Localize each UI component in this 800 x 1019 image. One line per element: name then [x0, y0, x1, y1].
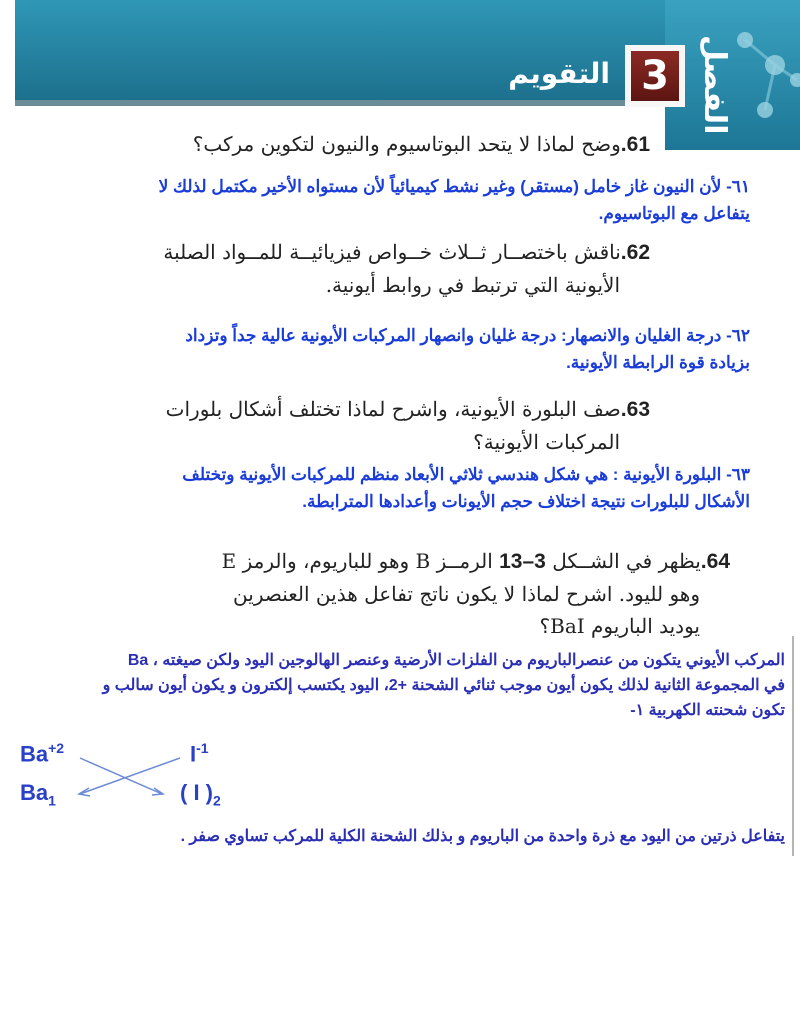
answer-64 [15, 648, 785, 723]
answer-line: الأشكال للبلورات نتيجة اختلاف حجم الأيونات وأعدادها المترابطة. [302, 492, 750, 511]
chem-symbol: Ba [20, 741, 49, 767]
answer-line: تكون شحنته الكهربية ١- [630, 702, 785, 719]
header-shadow [15, 100, 665, 106]
chapter-number: 3 [631, 51, 679, 101]
answer-line: المركب الأيوني يتكون من عنصرالباريوم من الفلزات الأرضية وعنصر الهالوجين اليود ولكن صيغته ، Ba [127, 652, 785, 669]
answer-line: ٦١- لأن النيون غاز خامل (مستقر) وغير نشط كيميائياً لأن مستواه الأخير مكتمل لذلك لا [158, 177, 750, 196]
answer-61 [60, 173, 750, 227]
barium-count [20, 780, 56, 808]
chem-symbol: Ba [20, 780, 49, 805]
question-text: وضح لماذا لا يتحد البوتاسيوم والنيون لتكوين مركب؟ [192, 132, 621, 156]
arrow-i-to-ba [80, 758, 180, 794]
question-text: المركبات الأيونية؟ [473, 430, 620, 454]
question-number: 63. [620, 398, 650, 421]
molecule-decoration-icon [735, 20, 800, 140]
question-text: يظهر في الشــكل [552, 549, 701, 573]
answer-box-border [792, 636, 794, 856]
question-text: يوديد الباريوم BaI؟ [539, 614, 700, 638]
question-text: صف البلورة الأيونية، واشرح لماذا تختلف أشكال بلورات [165, 397, 621, 421]
question-text: الأيونية التي ترتبط في روابط أيونية. [325, 273, 620, 297]
question-text: ناقش باختصــار ثــلاث خــواص فيزيائيــة للمــواد الصلبة [163, 240, 621, 264]
answer-62 [60, 322, 750, 376]
question-63 [50, 393, 650, 458]
question-number: 64. [700, 550, 730, 573]
answer-line: بزيادة قوة الرابطة الأيونية. [566, 353, 750, 372]
figure-reference: 3–13 [499, 550, 546, 573]
answer-line: ٦٢- درجة الغليان والانصهار: درجة غليان وانصهار المركبات الأيونية عالية جداً وتزداد [185, 326, 750, 345]
barium-ion [20, 740, 64, 767]
question-number: 61. [620, 133, 650, 156]
question-61 [50, 128, 650, 161]
chem-subscript: 2 [213, 792, 221, 809]
chem-symbol: ( I ) [180, 780, 213, 805]
question-64 [50, 545, 730, 642]
answer-63 [60, 461, 750, 515]
question-text: وهو لليود. اشرح لماذا لا يكون ناتج تفاعل هذين العنصرين [233, 582, 700, 606]
question-text: الرمــز B وهو للباريوم، والرمز E [221, 549, 493, 573]
cross-arrows [70, 752, 190, 802]
question-number: 62. [620, 241, 650, 264]
chem-subscript: 1 [48, 792, 56, 809]
section-title: التقويم [508, 57, 610, 90]
chem-symbol: I [190, 741, 197, 767]
chem-charge: +2 [48, 740, 65, 756]
answer-line: في المجموعة الثانية لذلك يكون أيون موجب ثنائي الشحنة +2، اليود يكتسب إلكترون و يكون أيون سالب و [102, 677, 785, 694]
chapter-label: الفصل [697, 35, 732, 135]
answer-64-conclusion: يتفاعل ذرتين من اليود مع ذرة واحدة من الباريوم و بذلك الشحنة الكلية للمركب تساوي صفر . [180, 828, 785, 845]
iodide-ion [190, 740, 209, 767]
question-62 [50, 236, 650, 301]
chem-charge: -1 [196, 740, 209, 756]
arrow-ba-to-i [80, 758, 162, 794]
answer-line: ٦٣- البلورة الأيونية : هي شكل هندسي ثلاثي الأبعاد منظم للمركبات الأيونية وتختلف [182, 465, 750, 484]
answer-line: يتفاعل مع البوتاسيوم. [598, 204, 750, 223]
